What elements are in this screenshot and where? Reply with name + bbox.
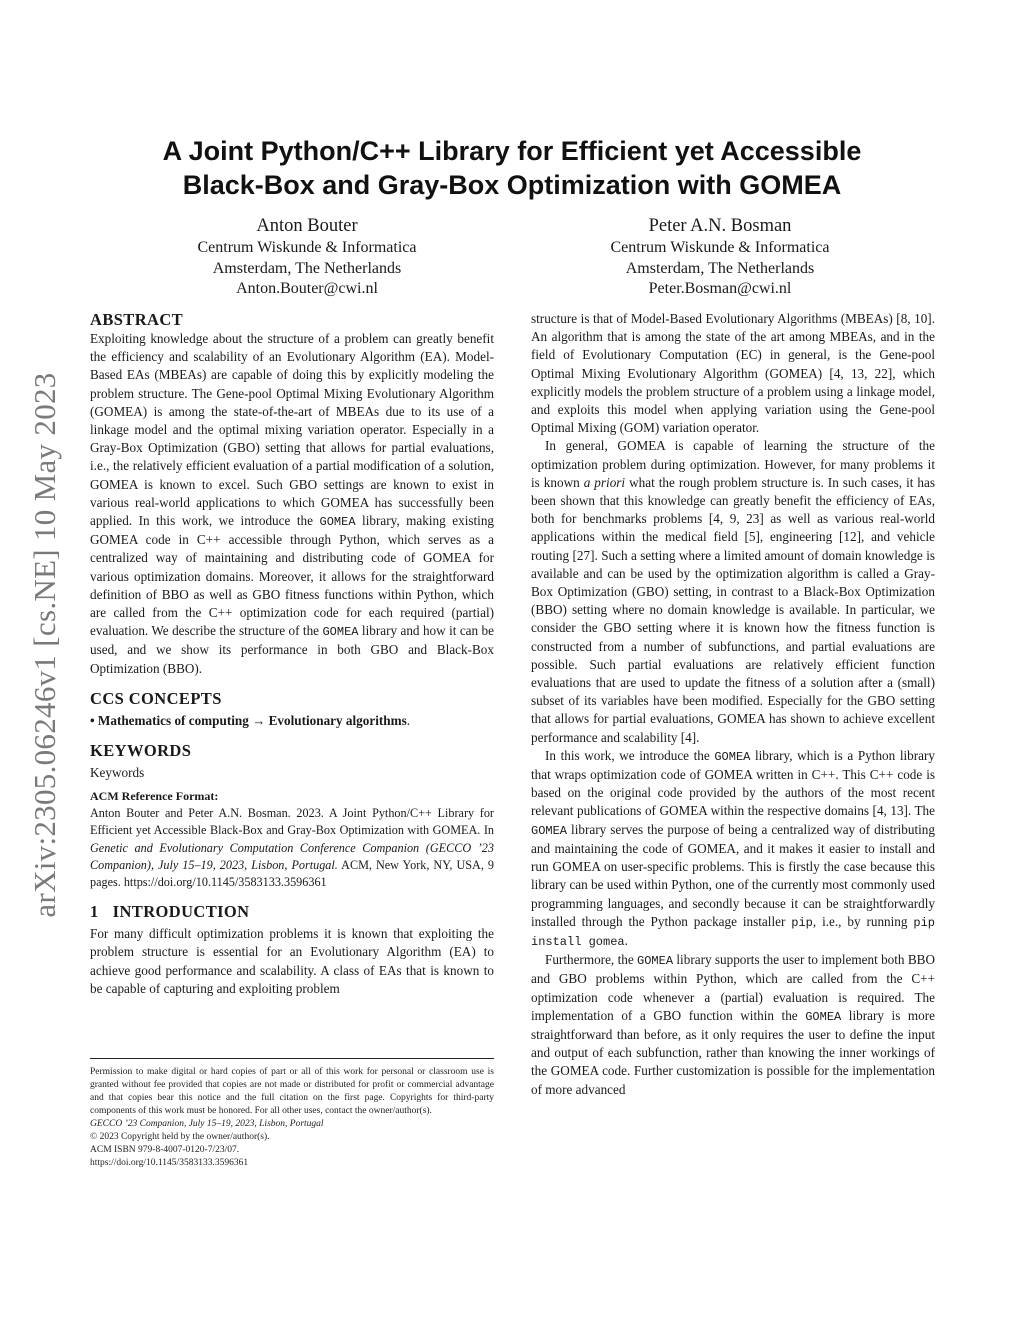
permission-text: Permission to make digital or hard copies of part or all of this work for personal or classroom use is granted without fee provided that copies are not made or distributed for profit or commercial advantage and that copies bear this notice and the full citation on the first page. Copyrights for third-party components of this work must be honored. For all other uses, contact the owner/author(s). <box>90 1067 494 1116</box>
author-location: Amsterdam, The Netherlands <box>212 259 402 277</box>
arxiv-stamp[interactable] <box>10 340 80 950</box>
keywords-text: Keywords <box>90 765 145 781</box>
paper-title <box>120 134 904 202</box>
gomea-code-name: GOMEA <box>531 823 568 838</box>
author-name: Anton Bouter <box>256 216 358 236</box>
author-email[interactable]: Peter.Bosman@cwi.nl <box>648 280 792 297</box>
acm-reference-text: Anton Bouter and Peter A.N. Bosman. 2023. A Joint Python/C++ Library for Efficient yet Accessible Black-Box and Gray-Box Optimization with GOMEA. In Genetic and Evolutionary Computation Conference Companion (GECCO ’23 Companion), July 15–19, 2023, Lisbon, Portugal. ACM, New York, NY, USA, 9 pages. https://doi.org/10.1145/3583133.3596361 <box>90 806 494 890</box>
right-column <box>531 310 935 1099</box>
ccs-concepts: • Mathematics of computing → Evolutionary algorithms. <box>90 712 411 728</box>
footnote-copyright: © 2023 Copyright held by the owner/author(s). <box>90 1132 270 1142</box>
gomea-code-name: GOMEA <box>805 1009 842 1024</box>
emphasis-text: a priori <box>583 474 626 490</box>
body-paragraph: structure is that of Model-Based Evolutionary Algorithms (MBEAs) [8, 10]. An algorithm that is among the state of the art among MBEAs, and in the field of Evolutionary Computation (EC) in general, is the Gene-pool Optimal Mixing Evolutionary Algorithm (GOMEA) [4, 13, 22], which explicitly models the problem structure of a problem using a linkage model, and exploits this model when applying variation using the Gene-pool Optimal Mixing (GOM) variation operator. <box>531 311 935 436</box>
footnote-doi[interactable]: https://doi.org/10.1145/3583133.3596361 <box>90 1158 249 1168</box>
gomea-code-name: GOMEA <box>714 749 751 764</box>
introduction-paragraph: For many difficult optimization problems it is known that exploiting the problem structure is essential for an Evolutionary Algorithm (EA) to achieve good performance and scalability. A class of EAs that is known to be capable of capturing and exploiting problem <box>90 926 494 996</box>
author-name: Peter A.N. Bosman <box>648 216 792 236</box>
gomea-code-name: GOMEA <box>319 515 356 530</box>
abstract-heading: ABSTRACT <box>90 310 184 329</box>
body-paragraph: Furthermore, the GOMEA library supports the user to implement both BBO and GBO problems within Python, which are called from the C++ optimization code whenever a (partial) evaluation is required. The implementation of a GBO function within the GOMEA library is more straightforward than before, as it only requires the user to define the input and output of each subfunction, rather than knowing the inner workings of the GOMEA code. Further customization is possible for the implementation of more advanced <box>531 952 935 1097</box>
ccs-item: • Mathematics of computing → Evolutionary algorithms <box>90 712 407 728</box>
author-location: Amsterdam, The Netherlands <box>625 259 815 277</box>
gomea-code-name: GOMEA <box>637 954 674 969</box>
gomea-code-name: GOMEA <box>322 625 359 640</box>
footnote-divider <box>90 1058 494 1059</box>
left-column <box>90 310 494 998</box>
acm-reference-venue: Genetic and Evolutionary Computation Conference Companion (GECCO ’23 Companion), July 15–19, 2023, Lisbon, Portugal. <box>90 840 494 872</box>
author-email[interactable]: Anton.Bouter@cwi.nl <box>236 280 378 297</box>
footnote-isbn: ACM ISBN 979-8-4007-0120-7/23/07. <box>90 1145 240 1155</box>
keywords-heading: KEYWORDS <box>90 741 192 761</box>
arxiv-identifier: arXiv:2305.06246v1 [cs.NE] 10 May 2023 <box>27 372 62 918</box>
body-paragraph: In general, GOMEA is capable of learning the structure of the optimization problem during optimization. However, for many problems it is known a priori what the rough problem structure is. In such cases, it has been shown that this knowledge can greatly benefit the efficiency of EAs, both for benchmarks problems [4, 9, 23] as well as various real-world applications within the medical field [5], engineering [12], and vehicle routing [27]. Such a setting where a limited amount of domain knowledge is available and can be used by the optimization algorithm is called a Gray-Box Optimization (GBO) setting, in contrast to a Black-Box Optimization (BBO) setting where no domain knowledge is available. In particular, we consider the GBO setting where it is known how the fitness function is constructed from a number of subfunctions, and partial evaluations are possible. Such partial evaluations are relatively efficient function evaluations that are used to update the fitness of a solution after a (small) subset of its variables have been modified. Especially for the GBO setting that allows for partial evaluations, GOMEA has shown to achieve excellent performance and scalability [4]. <box>531 438 936 745</box>
title-line-2: Black-Box and Gray-Box Optimization with GOMEA <box>182 170 842 200</box>
ccs-heading: CCS CONCEPTS <box>90 688 222 708</box>
author-block-1 <box>127 215 487 300</box>
author-block-2 <box>540 215 900 300</box>
author-affiliation: Centrum Wiskunde & Informatica <box>197 239 417 256</box>
pip-code: pip <box>791 915 813 930</box>
author-affiliation: Centrum Wiskunde & Informatica <box>610 239 830 256</box>
pip-install-command: pip install gomea <box>531 915 935 949</box>
abstract-text: Exploiting knowledge about the structure of a problem can greatly benefit the efficiency and scalability of an Evolutionary Algorithm (EA). Model-Based EAs (MBEAs) are capable of doing this by explicitly modeling the problem structure. The Gene-pool Optimal Mixing Evolutionary Algorithm (GOMEA) is among the state-of-the-art of MBEAs due to its use of a linkage model and the optimal mixing variation operator. Especially in a Gray-Box Optimization (GBO) setting that allows for partial evaluations, i.e., the relatively efficient evaluation of a partial modification of a solution, GOMEA is known to excel. Such GBO settings are known to exist in various real-world applications to which GOMEA has successfully been applied. In this work, we introduce the GOMEA library, making existing GOMEA code in C++ accessible through Python, which serves as a centralized way of maintaining and distributing code of GOMEA for various optimization domains. Moreover, it allows for the straightforward definition of BBO as well as GBO fitness functions within Python, which are called from the C++ optimization code for each required (partial) evaluation. We describe the structure of the GOMEA library and how it can be used, and we show its performance in both GBO and Black-Box Optimization (BBO). <box>90 331 495 676</box>
title-line-1: A Joint Python/C++ Library for Efficient yet Accessible <box>162 136 862 166</box>
footnote-venue: GECCO ’23 Companion, July 15–19, 2023, Lisbon, Portugal <box>90 1119 324 1129</box>
body-paragraph: In this work, we introduce the GOMEA library, which is a Python library that wraps optimization code of GOMEA written in C++. This C++ code is based on the original code provided by the authors of the most recent relevant publications of GOMEA within the respective domains [4, 13]. The GOMEA library serves the purpose of being a centralized way of distributing and maintaining the code of GOMEA, and it makes it easier to install and run GOMEA on user-specific problems. This is firstly the case because this library can be used within Python, one of the currently most commonly used programming languages, and secondly because it can be straightforwardly installed through the Python package installer pip, i.e., by running pip install gomea. <box>531 747 935 949</box>
introduction-heading: 1 INTRODUCTION <box>90 902 250 922</box>
acm-reference-heading: ACM Reference Format: <box>90 789 219 804</box>
permission-footnote <box>90 1066 494 1170</box>
